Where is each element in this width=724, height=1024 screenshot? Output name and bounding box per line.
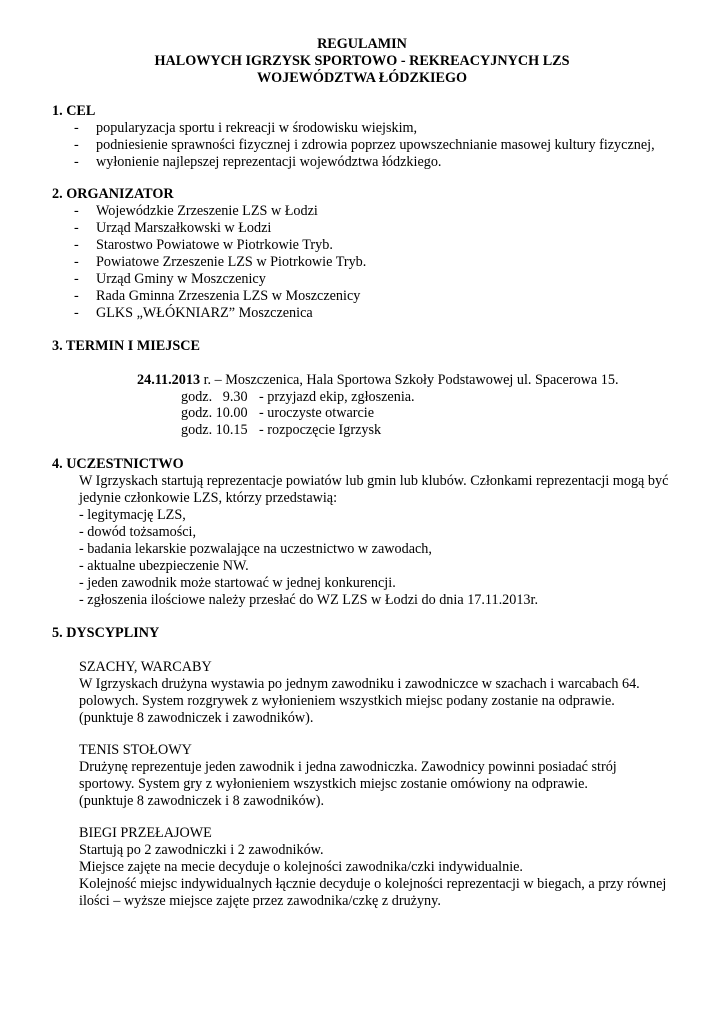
discipline-title: SZACHY, WARCABY (79, 659, 212, 675)
paragraph-line: Miejsce zajęte na mecie decyduje o kolejności zawodnika/czki indywidualnie. (79, 859, 523, 875)
event-date-place (137, 372, 619, 389)
section-heading-cel: 1. CEL (52, 103, 96, 119)
paragraph-line: ilości – wyższe miejsce zajęte przez zawodnika/czkę z drużyny. (79, 893, 441, 909)
discipline-title: TENIS STOŁOWY (79, 742, 192, 758)
schedule-row: godz. 10.15 - rozpoczęcie Igrzysk (181, 422, 382, 438)
list-item: - jeden zawodnik może startować w jednej konkurencji. (79, 575, 396, 591)
doc-subtitle: HALOWYCH IGRZYSK SPORTOWO - REKREACYJNYCH LZS (154, 53, 570, 69)
list-item: - popularyzacja sportu i rekreacji w środowisku wiejskim, (74, 120, 418, 136)
list-item: - GLKS „WŁÓKNIARZ” Moszczenica (74, 305, 313, 321)
list-item: - Urząd Marszałkowski w Łodzi (74, 220, 272, 236)
doc-title: REGULAMIN (317, 36, 407, 52)
section-heading-uczestnictwo: 4. UCZESTNICTWO (52, 456, 184, 472)
list-item: - aktualne ubezpieczenie NW. (79, 558, 249, 574)
schedule-row: godz. 9.30 - przyjazd ekip, zgłoszenia. (181, 389, 415, 405)
doc-subtitle-region: WOJEWÓDZTWA ŁÓDZKIEGO (256, 70, 468, 86)
section-heading-dyscypliny: 5. DYSCYPLINY (52, 625, 160, 641)
section-heading-termin: 3. TERMIN I MIEJSCE (52, 338, 200, 354)
paragraph-line: polowych. System rozgrywek z wyłonieniem wszystkich miejsc podany zostanie na odprawie. (79, 693, 615, 709)
list-item: - wyłonienie najlepszej reprezentacji województwa łódzkiego. (74, 154, 442, 170)
list-item: - Wojewódzkie Zrzeszenie LZS w Łodzi (74, 203, 318, 219)
paragraph-line: jedynie członkowie LZS, którzy przedstawią: (79, 490, 338, 506)
paragraph-line: Kolejność miejsc indywidualnych łącznie decyduje o kolejności reprezentacji w biegach, a przy równej (79, 876, 667, 892)
list-item: - Urząd Gminy w Moszczenicy (74, 271, 266, 287)
paragraph-line: W Igrzyskach drużyna wystawia po jednym zawodniku i zawodniczce w szachach i warcabach 64. (79, 676, 640, 692)
event-place: r. – Moszczenica, Hala Sportowa Szkoły Podstawowej ul. Spacerowa 15. (200, 372, 619, 388)
list-item: - badania lekarskie pozwalające na uczestnictwo w zawodach, (79, 541, 432, 557)
paragraph-line: Drużynę reprezentuje jeden zawodnik i jedna zawodniczka. Zawodnicy powinni posiadać strój (79, 759, 617, 775)
list-item: - Powiatowe Zrzeszenie LZS w Piotrkowie Tryb. (74, 254, 367, 270)
event-date: 24.11.2013 (137, 372, 201, 388)
paragraph-line: sportowy. System gry z wyłonieniem wszystkich miejsc zostanie omówiony na odprawie. (79, 776, 588, 792)
paragraph-line: Startują po 2 zawodniczki i 2 zawodników. (79, 842, 324, 858)
paragraph-line: (punktuje 8 zawodniczek i 8 zawodników). (79, 793, 325, 809)
list-item: - legitymację LZS, (79, 507, 186, 523)
list-item: - Rada Gminna Zrzeszenia LZS w Moszczenicy (74, 288, 361, 304)
list-item: - Starostwo Powiatowe w Piotrkowie Tryb. (74, 237, 333, 253)
schedule-row: godz. 10.00 - uroczyste otwarcie (181, 405, 375, 421)
paragraph-line: W Igrzyskach startują reprezentacje powiatów lub gmin lub klubów. Członkami reprezentacji mogą być (79, 473, 669, 489)
section-heading-organizator: 2. ORGANIZATOR (52, 186, 174, 202)
discipline-title: BIEGI PRZEŁAJOWE (79, 825, 212, 841)
paragraph-line: (punktuje 8 zawodniczek i zawodników). (79, 710, 314, 726)
list-item: - dowód tożsamości, (79, 524, 197, 540)
list-item: - podniesienie sprawności fizycznej i zdrowia poprzez upowszechnianie masowej kultury fizycznej, (74, 137, 655, 153)
list-item: - zgłoszenia ilościowe należy przesłać do WZ LZS w Łodzi do dnia 17.11.2013r. (79, 592, 538, 608)
